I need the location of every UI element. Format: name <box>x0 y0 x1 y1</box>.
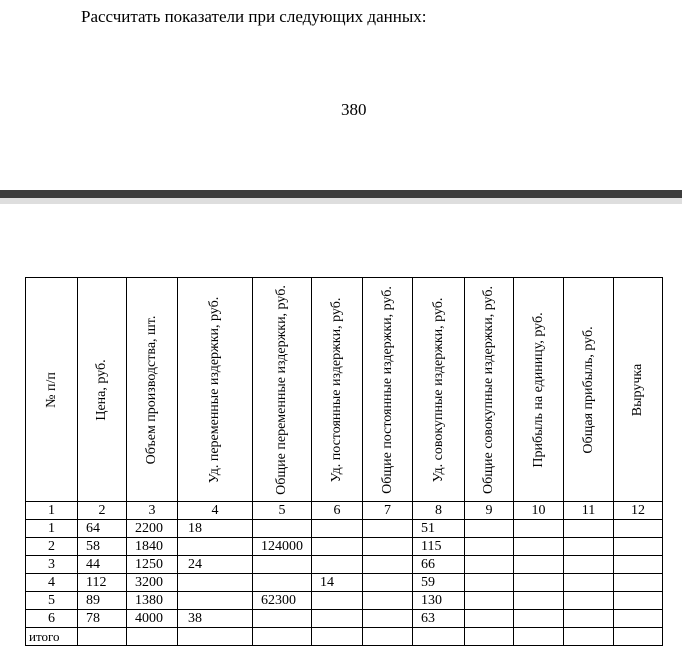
header-cell <box>564 278 614 502</box>
table-cell <box>514 628 564 646</box>
page-break <box>0 190 682 204</box>
table-cell <box>312 556 363 574</box>
table-cell: 124000 <box>253 538 312 556</box>
table-cell <box>363 556 413 574</box>
table-cell <box>178 628 253 646</box>
table-cell: 59 <box>413 574 465 592</box>
table-cell <box>465 574 514 592</box>
header-cell <box>253 278 312 502</box>
table-cell: 18 <box>178 520 253 538</box>
header-label: Уд. совокупные издержки, руб. <box>430 297 446 482</box>
row-number-cell: 5 <box>26 592 78 610</box>
row-number-cell: 4 <box>26 574 78 592</box>
table-row <box>26 556 663 574</box>
table-cell: 64 <box>78 520 127 538</box>
header-cell <box>514 278 564 502</box>
header-label: Цена, руб. <box>94 358 109 421</box>
table-cell <box>312 628 363 646</box>
table-cell: 1840 <box>127 538 178 556</box>
header-cell <box>26 278 78 502</box>
column-number: 11 <box>564 502 614 520</box>
table-cell <box>253 574 312 592</box>
table-cell <box>363 574 413 592</box>
header-label: Прибыль на единицу, руб. <box>530 311 546 468</box>
table-cell <box>363 628 413 646</box>
header-label: Уд. переменные издержки, руб. <box>207 296 222 483</box>
header-cell <box>127 278 178 502</box>
table-cell <box>564 520 614 538</box>
header-cell <box>614 278 663 502</box>
table-cell <box>564 574 614 592</box>
column-number: 6 <box>312 502 363 520</box>
header-label: № п/п <box>43 371 59 408</box>
table-cell <box>253 610 312 628</box>
table-row <box>26 520 663 538</box>
header-label: Общие переменные издержки, руб. <box>274 284 289 495</box>
table-cell: 1250 <box>127 556 178 574</box>
page-break-gap <box>0 198 682 204</box>
table-cell <box>178 538 253 556</box>
header-cell <box>78 278 127 502</box>
table-cell <box>253 628 312 646</box>
page-break-shadow <box>0 190 682 198</box>
table-cell <box>127 628 178 646</box>
table-cell <box>614 610 663 628</box>
table-cell <box>564 538 614 556</box>
table-cell <box>363 592 413 610</box>
table-cell <box>312 610 363 628</box>
column-number: 3 <box>127 502 178 520</box>
table-cell <box>614 520 663 538</box>
table-cell <box>312 520 363 538</box>
row-number-cell: 3 <box>26 556 78 574</box>
table-cell <box>514 574 564 592</box>
table-cell: 63 <box>413 610 465 628</box>
task-instruction: Рассчитать показатели при следующих данных: <box>81 7 427 26</box>
table-cell: 44 <box>78 556 127 574</box>
table-cell <box>312 538 363 556</box>
header-cell <box>312 278 363 502</box>
column-number: 9 <box>465 502 514 520</box>
table-cell: 24 <box>178 556 253 574</box>
table-cell: 66 <box>413 556 465 574</box>
table-cell: 62300 <box>253 592 312 610</box>
table-cell: 51 <box>413 520 465 538</box>
table-cell: 115 <box>413 538 465 556</box>
table-cell <box>614 574 663 592</box>
header-cell <box>363 278 413 502</box>
table-cell <box>614 556 663 574</box>
table-cell <box>564 610 614 628</box>
table-cell: 1380 <box>127 592 178 610</box>
table-cell: 38 <box>178 610 253 628</box>
header-label: Общие совокупные издержки, руб. <box>481 285 496 494</box>
table-row <box>26 574 663 592</box>
table-row <box>26 538 663 556</box>
table-cell <box>514 592 564 610</box>
row-number-cell: 2 <box>26 538 78 556</box>
table-cell <box>178 574 253 592</box>
table-cell: 78 <box>78 610 127 628</box>
header-label: Объем производства, шт. <box>144 315 159 464</box>
table-cell <box>465 592 514 610</box>
column-number: 10 <box>514 502 564 520</box>
header-label: Выручка <box>630 363 645 416</box>
header-cell <box>413 278 465 502</box>
header-cell <box>178 278 253 502</box>
table-cell: 112 <box>78 574 127 592</box>
total-label: итого <box>26 628 78 646</box>
header-cell <box>465 278 514 502</box>
table-cell <box>363 610 413 628</box>
table-cell <box>253 556 312 574</box>
table-cell <box>514 556 564 574</box>
table-cell <box>514 520 564 538</box>
table-cell <box>614 628 663 646</box>
table-cell <box>465 520 514 538</box>
table-cell <box>363 538 413 556</box>
table-cell <box>413 628 465 646</box>
table-cell <box>465 610 514 628</box>
row-number-cell: 6 <box>26 610 78 628</box>
table-cell: 14 <box>312 574 363 592</box>
header-row <box>26 278 663 502</box>
table-cell <box>564 628 614 646</box>
table-cell: 2200 <box>127 520 178 538</box>
table-cell <box>312 592 363 610</box>
header-label: Уд. постоянные издержки, руб. <box>329 297 344 482</box>
table-cell <box>614 592 663 610</box>
header-label: Общая прибыль, руб. <box>580 325 596 454</box>
table-cell: 4000 <box>127 610 178 628</box>
column-number: 2 <box>78 502 127 520</box>
table-cell: 130 <box>413 592 465 610</box>
table-row <box>26 610 663 628</box>
table-cell: 3200 <box>127 574 178 592</box>
total-row <box>26 628 663 646</box>
table-cell <box>564 592 614 610</box>
table-cell <box>465 628 514 646</box>
table-cell <box>564 556 614 574</box>
indicators-table <box>25 277 663 646</box>
table-cell: 89 <box>78 592 127 610</box>
table-cell <box>253 520 312 538</box>
table-row <box>26 592 663 610</box>
row-number-cell: 1 <box>26 520 78 538</box>
column-number-row <box>26 502 663 520</box>
column-number: 8 <box>413 502 465 520</box>
column-number: 5 <box>253 502 312 520</box>
table-cell <box>614 538 663 556</box>
column-number: 4 <box>178 502 253 520</box>
table-cell <box>363 520 413 538</box>
table-cell <box>465 556 514 574</box>
table-cell: 58 <box>78 538 127 556</box>
table-cell <box>78 628 127 646</box>
page-number: 380 <box>341 100 367 119</box>
table-cell <box>514 538 564 556</box>
column-number: 7 <box>363 502 413 520</box>
column-number: 1 <box>26 502 78 520</box>
header-label: Общие постоянные издержки, руб. <box>379 285 395 494</box>
table-cell <box>514 610 564 628</box>
table-cell <box>465 538 514 556</box>
table-cell <box>178 592 253 610</box>
column-number: 12 <box>614 502 663 520</box>
